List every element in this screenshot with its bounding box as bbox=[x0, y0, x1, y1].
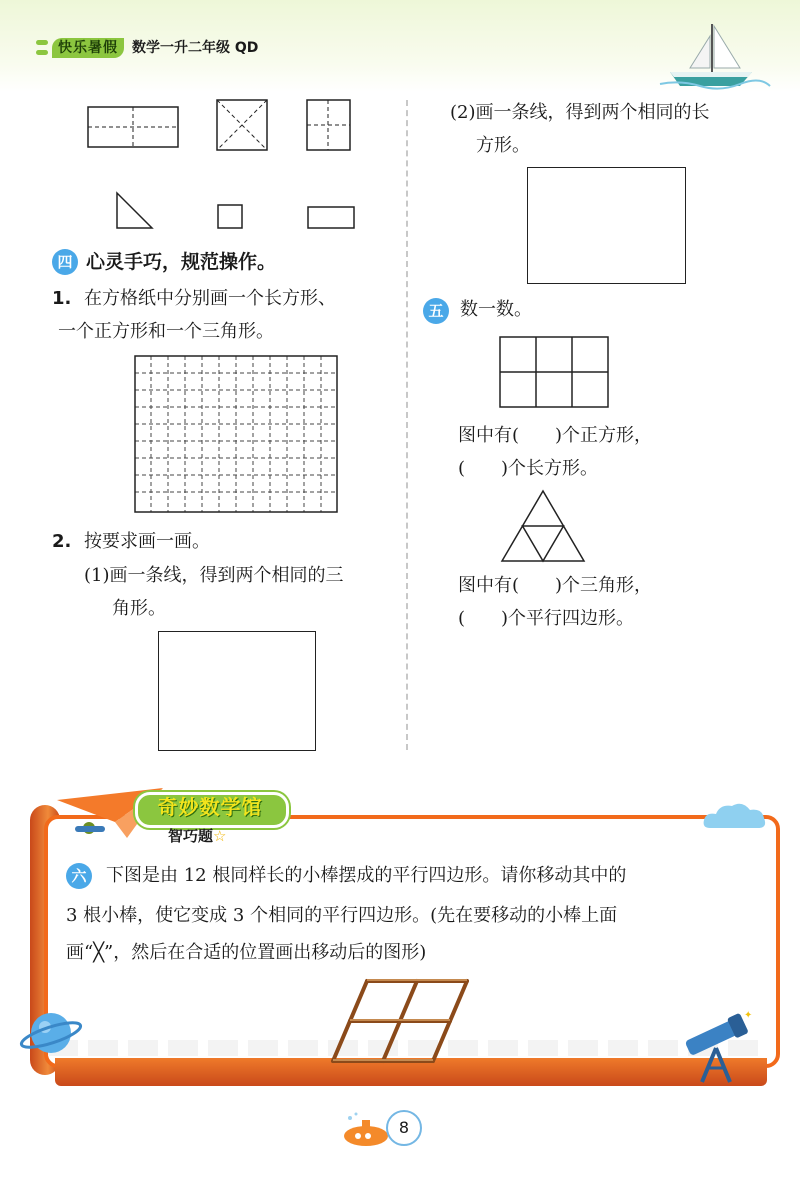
puzzle-label bbox=[168, 826, 226, 846]
svg-text:✦: ✦ bbox=[744, 1010, 753, 1021]
matchstick-parallelogram[interactable] bbox=[325, 975, 480, 1067]
shape-examples bbox=[80, 95, 380, 240]
question-text: 在方格纸中分别画一个长方形、 bbox=[84, 288, 336, 309]
submarine-icon bbox=[340, 1110, 392, 1150]
grid-paper[interactable] bbox=[134, 355, 338, 513]
answer-line[interactable]: ( )个长方形。 bbox=[458, 458, 599, 479]
stick bbox=[383, 1021, 400, 1061]
triangle-figure bbox=[498, 488, 588, 564]
page-number: 8 bbox=[386, 1110, 422, 1146]
series-title: 快乐暑假 bbox=[58, 40, 118, 56]
column-divider bbox=[406, 100, 408, 750]
planet-icon bbox=[18, 1000, 84, 1066]
section-badge-5: 五 bbox=[423, 298, 449, 324]
section-title: 心灵手巧，规范操作。 bbox=[86, 251, 277, 273]
stick bbox=[333, 1021, 350, 1061]
puzzle-text: 画“╳”，然后在合适的位置画出移动后的图形) bbox=[66, 942, 427, 963]
cloud-icon bbox=[700, 800, 770, 832]
rectangle-grid-figure bbox=[498, 335, 610, 409]
question-number: 2. bbox=[52, 531, 72, 552]
puzzle-text: 3 根小棒，使它变成 3 个相同的平行四边形。(先在要移动的小棒上面 bbox=[66, 905, 618, 926]
puzzle-label-text: 智巧题 bbox=[168, 827, 214, 845]
answer-line[interactable]: 图中有( )个三角形， bbox=[458, 575, 653, 596]
answer-line[interactable]: ( )个平行四边形。 bbox=[458, 608, 635, 629]
question-number: 1. bbox=[52, 288, 72, 309]
leaf-icon bbox=[36, 50, 48, 55]
puzzle-text: 下图是由 12 根同样长的小棒摆成的平行四边形。请你移动其中的 bbox=[106, 865, 627, 886]
small-square bbox=[218, 205, 242, 228]
stick bbox=[433, 1021, 450, 1061]
question-text: 一个正方形和一个三角形。 bbox=[58, 321, 274, 342]
corner-banner-title: 奇妙数学馆 bbox=[157, 795, 263, 819]
stick bbox=[450, 981, 467, 1021]
small-rectangle bbox=[308, 207, 354, 228]
section-title: 数一数。 bbox=[460, 299, 532, 320]
right-triangle bbox=[117, 193, 152, 228]
star-icon: ☆ bbox=[213, 827, 227, 845]
stick bbox=[400, 981, 417, 1021]
telescope-icon bbox=[676, 1008, 756, 1084]
question-text: 角形。 bbox=[112, 598, 166, 619]
section-badge-4: 四 bbox=[52, 249, 78, 275]
sailboat-icon bbox=[640, 14, 780, 90]
drawing-box-2[interactable] bbox=[527, 167, 686, 284]
drawing-box-1[interactable] bbox=[158, 631, 316, 751]
stick bbox=[350, 981, 367, 1021]
answer-line[interactable]: 图中有( )个正方形， bbox=[458, 425, 653, 446]
question-text: 按要求画一画。 bbox=[84, 531, 210, 552]
book-subtitle: 数学一升二年级 QD bbox=[132, 40, 259, 56]
question-text: (1)画一条线，得到两个相同的三 bbox=[84, 565, 344, 586]
question-text: (2)画一条线，得到两个相同的长 bbox=[450, 102, 710, 123]
leaf-icon bbox=[36, 40, 48, 45]
section-badge-6: 六 bbox=[66, 863, 92, 889]
question-text: 方形。 bbox=[476, 135, 530, 156]
